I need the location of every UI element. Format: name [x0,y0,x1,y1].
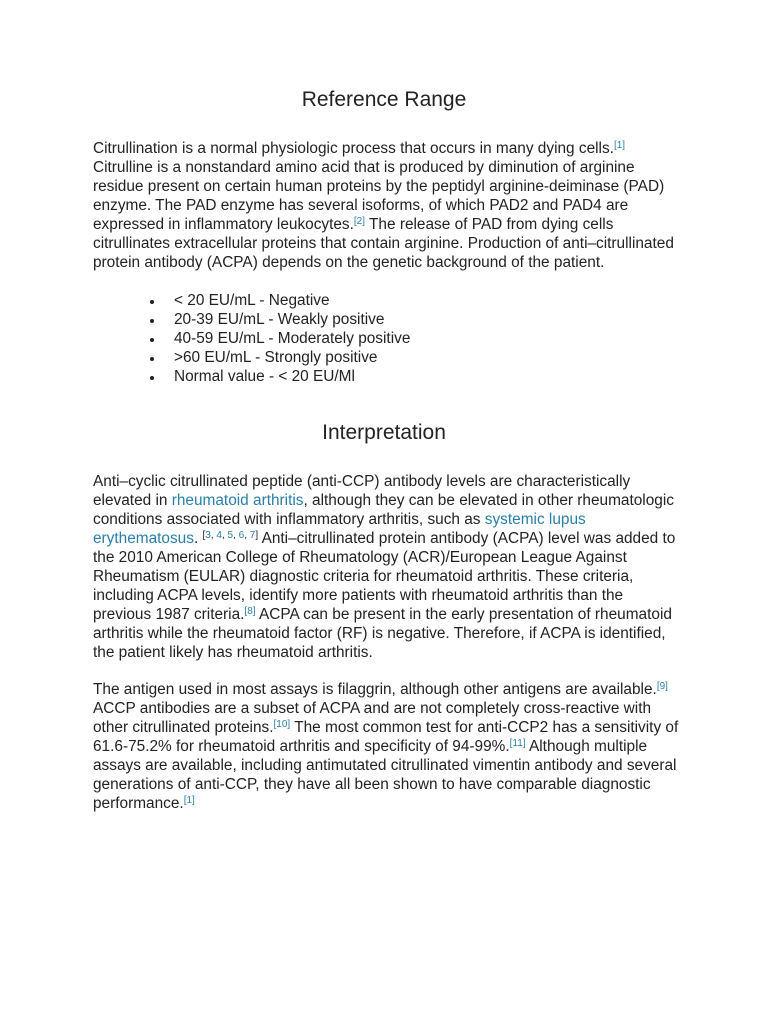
citation-4[interactable]: 4 [216,530,222,541]
list-item: 40-59 EU/mL - Moderately positive [147,329,410,348]
list-item: < 20 EU/mL - Negative [147,291,410,310]
list-item: >60 EU/mL - Strongly positive [147,348,410,367]
interpretation-paragraph-2: The antigen used in most assays is filaggrin, although other antigens are available.[9] ACCP antibodies are a subset of ACPA and are not completely cross-reactive with other citrullinated proteins.[10] The most common test for anti-CCP2 has a sensitivity of 61.6-75.2% for rheumatoid arthritis and specificity of 94-99%.[11] Although multiple assays are available, including antimutated citrullinated vimentin antibody and several generations of anti-CCP, they have all been shown to have comparable diagnostic performance.[1] [93,681,679,812]
citation-group-3-7: [3, 4, 5, 6, 7] [202,530,259,541]
citation-1[interactable]: [1] [613,140,626,151]
citation-6[interactable]: 6 [238,530,245,541]
citation-7[interactable]: 7 [249,530,256,541]
citation-3[interactable]: 3 [205,530,211,541]
citation-5[interactable]: 5 [227,530,234,541]
list-item: Normal value - < 20 EU/Ml [147,367,410,386]
systemic-lupus-erythematosus-link[interactable]: systemic lupus erythematosus [93,511,586,547]
citation-10[interactable]: [10] [273,719,291,730]
reference-range-list [147,291,410,386]
interpretation-paragraph-1: Anti–cyclic citrullinated peptide (anti-CCP) antibody levels are characteristically elevated in rheumatoid arthritis, although they can be elevated in other rheumatologic conditions associated with inflammatory arthritis, such as systemic lupus erythematosus. [3, 4, 5, 6, 7] Anti–citrullinated protein antibody (ACPA) level was added to the 2010 American College of Rheumatology (ACR)/European League Against Rheumatism (EULAR) diagnostic criteria for rheumatoid arthritis. These criteria, including ACPA levels, identify more patients with rheumatoid arthritis than the previous 1987 criteria.[8] ACPA can be present in the early presentation of rheumatoid arthritis while the rheumatoid factor (RF) is negative. Therefore, if ACPA is identified, the patient likely has rheumatoid arthritis. [93,473,676,661]
citation-1b[interactable]: [1] [183,795,195,806]
reference-range-paragraph: Citrullination is a normal physiologic process that occurs in many dying cells.[1] Citrulline is a nonstandard amino acid that is produced by diminution of arginine residue present on certain human proteins by the peptidyl arginine-deiminase (PAD) enzyme. The PAD enzyme has several isoforms, of which PAD2 and PAD4 are expressed in inflammatory leukocytes.[2] The release of PAD from dying cells citrullinates extracellular proteins that contain arginine. Production of anti–citrullinated protein antibody (ACPA) depends on the genetic background of the patient. [93,140,674,271]
interpretation-heading: Interpretation [322,421,446,444]
list-item: 20-39 EU/mL - Weakly positive [147,310,410,329]
citation-8[interactable]: [8] [244,606,256,617]
citation-2[interactable]: [2] [353,216,366,227]
reference-range-heading: Reference Range [301,88,467,111]
rheumatoid-arthritis-link[interactable]: rheumatoid arthritis [171,492,304,509]
citation-11[interactable]: [11] [509,738,526,749]
citation-9[interactable]: [9] [656,681,668,692]
